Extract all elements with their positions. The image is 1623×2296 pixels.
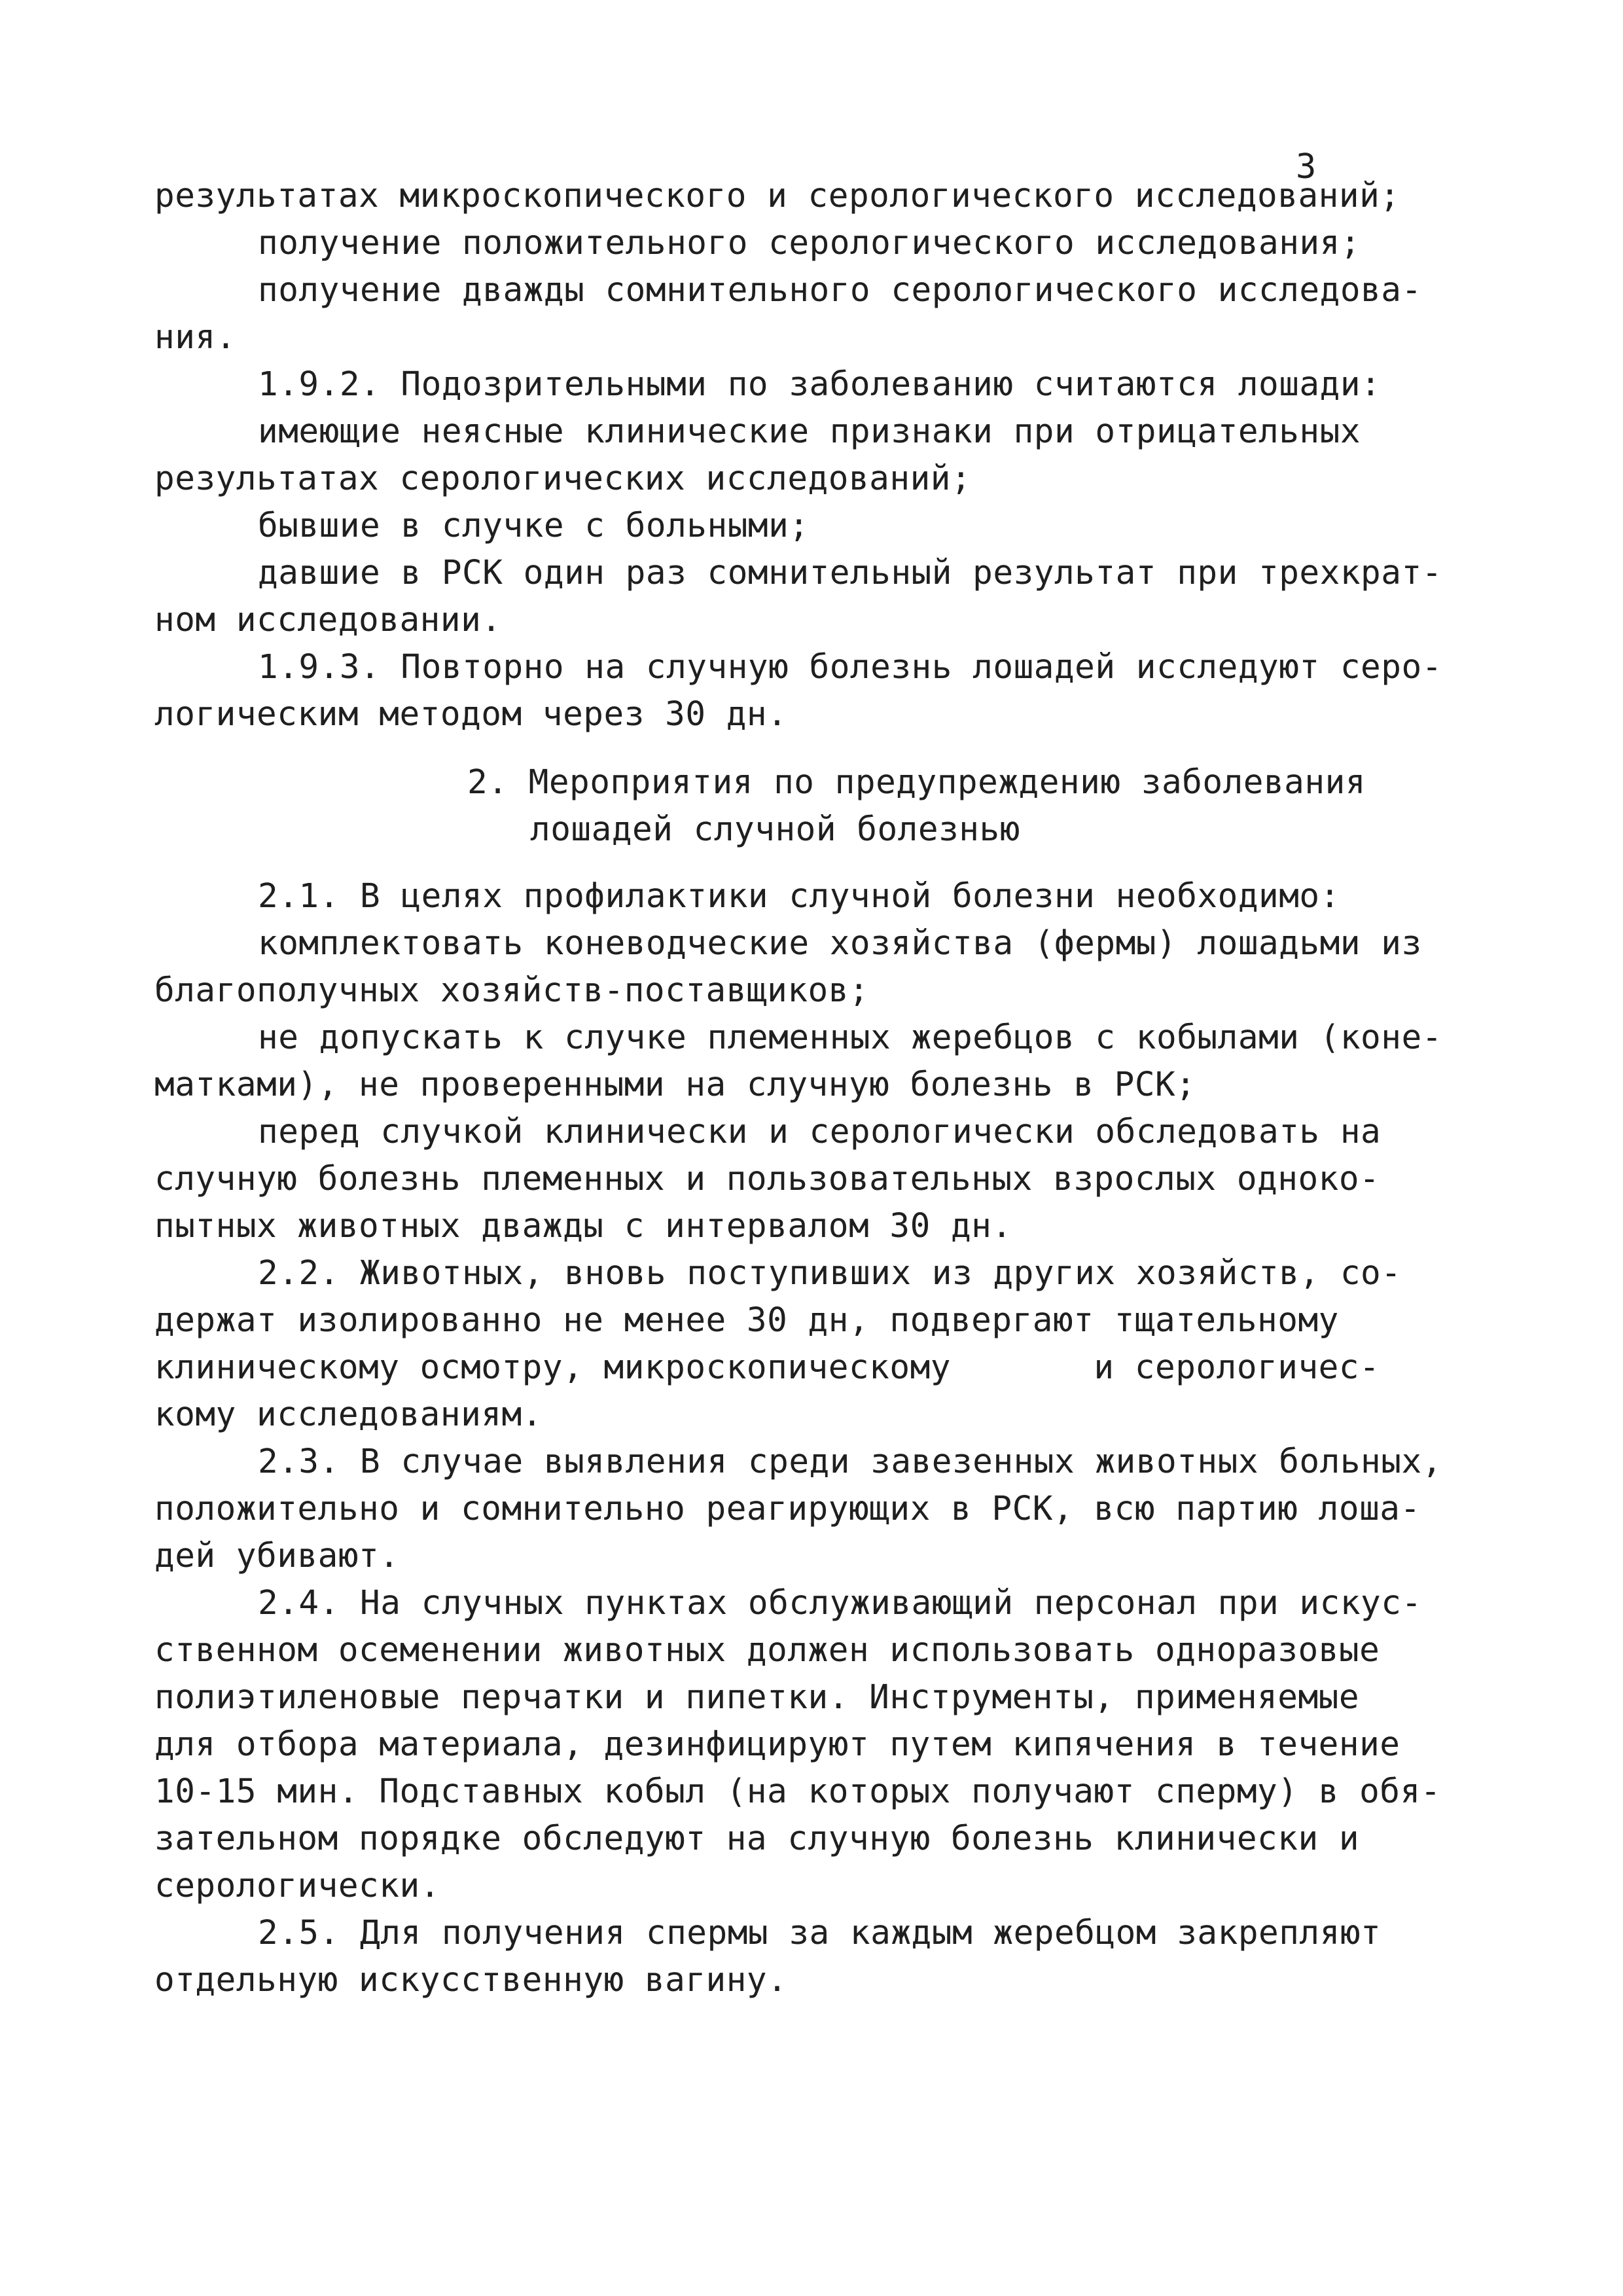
page-number: 3: [1296, 147, 1317, 187]
text-line: благополучных хозяйств-поставщиков;: [154, 971, 870, 1010]
text-line: результатах серологических исследований;: [154, 459, 972, 498]
text-line: 2.5. Для получения спермы за каждым жеребцом закрепляют: [258, 1914, 1382, 1952]
text-line: 10-15 мин. Подставных кобыл (на которых получают сперму) в обя-: [154, 1772, 1441, 1811]
text-line: лошадей случной болезнью: [530, 810, 1020, 849]
text-line: получение дважды сомнительного серологического исследова-: [258, 271, 1422, 310]
text-line: ном исследовании.: [154, 601, 502, 639]
text-line: зательном порядке обследуют на случную болезнь клинически и: [154, 1820, 1360, 1858]
text-line: перед случкой клинически и серологически обследовать на: [258, 1113, 1382, 1151]
text-line: 2.3. В случае выявления среди завезенных животных больных,: [258, 1443, 1442, 1481]
text-line: кому исследованиям.: [154, 1395, 543, 1434]
text-line: не допускать к случке племенных жеребцов с кобылами (коне-: [258, 1018, 1442, 1057]
text-line: 1.9.2. Подозрительными по заболеванию считаются лошади:: [258, 365, 1382, 404]
text-line: давшие в РСК один раз сомнительный результат при трехкрат-: [258, 554, 1442, 592]
text-line: получение положительного серологического исследования;: [258, 224, 1361, 262]
text-line: случную болезнь племенных и пользовательных взрослых одноко-: [154, 1160, 1380, 1198]
text-line: серологически.: [154, 1867, 440, 1905]
text-line: держат изолированно не менее 30 дн, подвергают тщательному: [154, 1301, 1339, 1340]
text-line: бывшие в случке с больными;: [258, 507, 810, 545]
text-line: 2.4. На случных пунктах обслуживающий персонал при искус-: [258, 1584, 1422, 1623]
text-line: результатах микроскопического и серологического исследований;: [154, 177, 1400, 215]
text-line: дей убивают.: [154, 1537, 400, 1575]
text-line: для отбора материала, дезинфицируют путем кипячения в течение: [154, 1725, 1400, 1764]
text-line: 1.9.3. Повторно на случную болезнь лошадей исследуют серо-: [258, 648, 1442, 687]
text-line: ния.: [154, 318, 236, 357]
text-line: ственном осеменении животных должен использовать одноразовые: [154, 1631, 1380, 1670]
text-line: комплектовать коневодческие хозяйства (фермы) лошадьми из: [258, 924, 1422, 963]
text-line: логическим методом через 30 дн.: [154, 695, 788, 734]
text-line: 2.1. В целях профилактики случной болезни необходимо:: [258, 877, 1340, 916]
text-line: 2. Мероприятия по предупреждению заболевания: [467, 763, 1366, 802]
text-line: 2.2. Животных, вновь поступивших из других хозяйств, со-: [258, 1254, 1402, 1293]
text-line: полиэтиленовые перчатки и пипетки. Инструменты, применяемые: [154, 1678, 1360, 1717]
text-line: имеющие неясные клинические признаки при отрицательных: [258, 412, 1361, 451]
text-line: клиническому осмотру, микроскопическому и серологичес-: [154, 1348, 1380, 1387]
text-line: положительно и сомнительно реагирующих в РСК, всю партию лоша-: [154, 1490, 1421, 1528]
text-line: отдельную искусственную вагину.: [154, 1961, 788, 2000]
text-line: матками), не проверенными на случную болезнь в РСК;: [154, 1066, 1196, 1104]
text-line: пытных животных дважды с интервалом 30 дн.: [154, 1207, 1012, 1246]
